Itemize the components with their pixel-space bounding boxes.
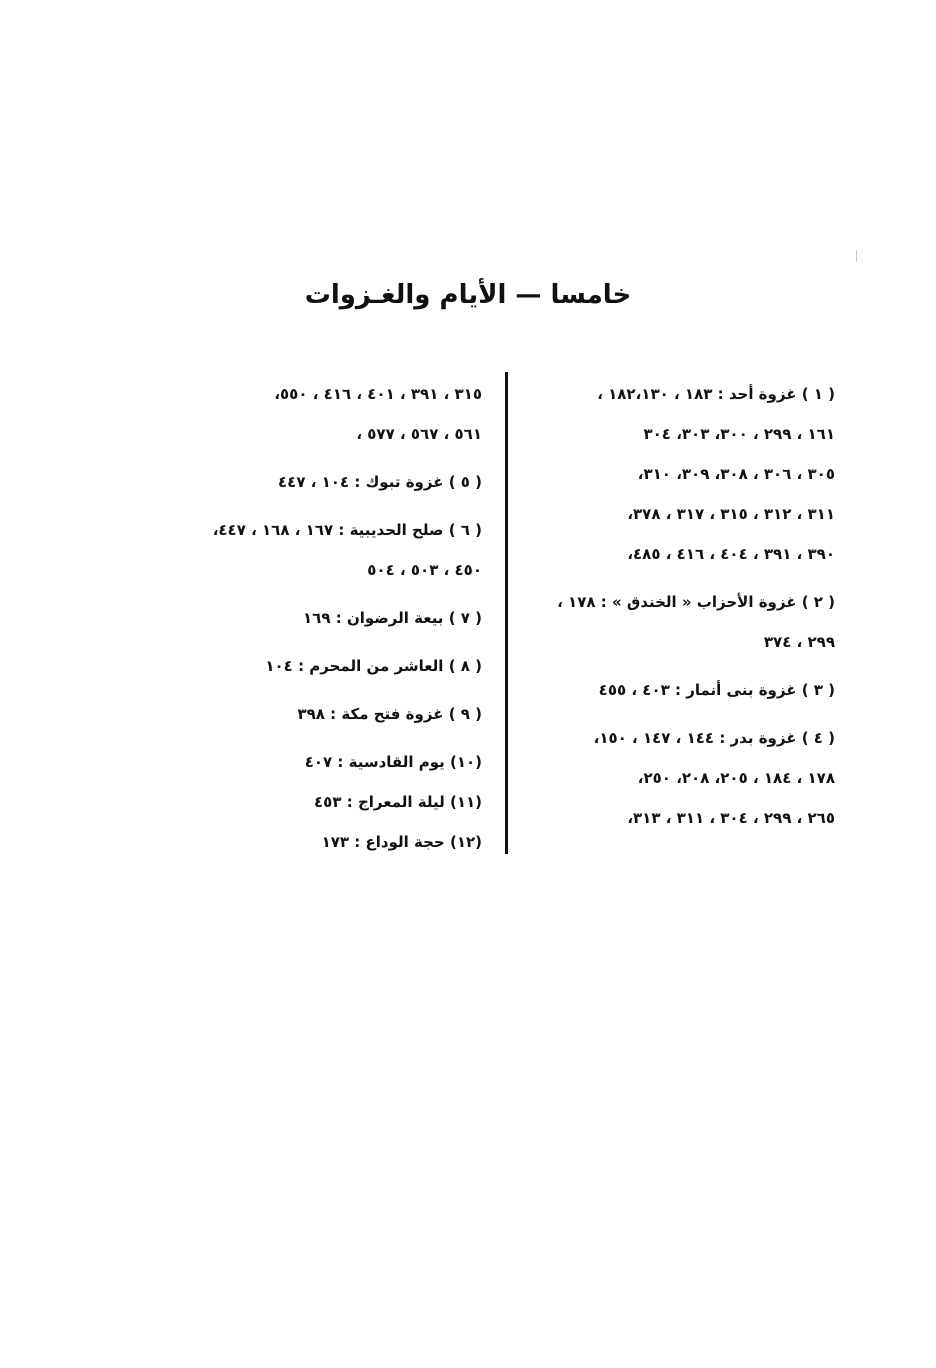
- page-refs: ٣٩٨: [297, 705, 325, 723]
- page-title: خامسا — الأيام والغـزوات: [304, 280, 632, 310]
- entry-number: (١٢): [449, 833, 482, 851]
- entry-name: بيعة الرضوان :: [335, 609, 444, 627]
- page-refs: ١٠٤: [265, 657, 293, 675]
- scan-mark: [856, 250, 857, 262]
- entry-number: ( ٩ ): [448, 705, 482, 723]
- page-refs-line: ٢٦٥ ، ٢٩٩ ، ٣٠٤ ، ٣١١ ، ٣١٣،: [627, 809, 835, 827]
- entry-number: ( ٢ ): [801, 593, 835, 611]
- index-entry-line: [186, 792, 482, 812]
- index-entry-line: [530, 592, 835, 612]
- right-column: [530, 384, 835, 828]
- page-refs: ٤٥٣: [314, 793, 342, 811]
- page-refs-line: ٣٠٥ ، ٣٠٦ ، ٣٠٨، ٣٠٩، ٣١٠،: [637, 465, 835, 483]
- entry-number: ( ٦ ): [448, 521, 482, 539]
- page-refs-line: ٣١١ ، ٣١٢ ، ٣١٥ ، ٣١٧ ، ٣٧٨،: [627, 505, 835, 523]
- entry-number: ( ٨ ): [448, 657, 482, 675]
- entry-number: (١١): [449, 793, 482, 811]
- page-refs: ١٧٣: [321, 833, 350, 851]
- page-refs: ١٤٤ ، ١٤٧ ، ١٥٠،: [593, 729, 715, 747]
- page-refs-line: ٣٩٠ ، ٣٩١ ، ٤٠٤ ، ٤١٦ ، ٤٨٥،: [627, 545, 835, 563]
- left-column: [186, 384, 482, 852]
- page-refs: ١٦٩: [303, 609, 331, 627]
- page-refs: ٤٠٣ ، ٤٥٥: [598, 681, 670, 699]
- index-entry-line: [186, 832, 482, 852]
- index-entry-line: [186, 752, 482, 772]
- entry-name: ليلة المعراج :: [346, 793, 445, 811]
- entry-name: يوم القادسية :: [337, 753, 445, 771]
- page-refs: ١٧٨ ،: [557, 593, 596, 611]
- entry-name: غزوة تبوك :: [354, 473, 444, 491]
- entry-number: ( ١ ): [801, 385, 835, 403]
- entry-number: ( ٧ ): [448, 609, 482, 627]
- page-refs-line: ٤٥٠ ، ٥٠٣ ، ٥٠٤: [367, 561, 482, 579]
- index-entry-line: [530, 728, 835, 748]
- index-entry-line: [186, 656, 482, 676]
- index-entry-line: [186, 520, 482, 540]
- index-entry-line: [186, 608, 482, 628]
- entry-name: غزوة فتح مكة :: [330, 705, 444, 723]
- page-refs: ١٦٧ ، ١٦٨ ، ٤٤٧،: [212, 521, 334, 539]
- page-refs-line: ١٦١ ، ٢٩٩ ، ٣٠٠، ٣٠٣، ٣٠٤: [643, 425, 835, 443]
- entry-name: غزوة بنى أنمار :: [675, 681, 797, 699]
- page-refs-line: ٣١٥ ، ٣٩١ ، ٤٠١ ، ٤١٦ ، ٥٥٠،: [274, 385, 482, 403]
- entry-name: حجة الوداع :: [354, 833, 445, 851]
- page-refs-line: ١٧٨ ، ١٨٤ ، ٢٠٥، ٢٠٨، ٢٥٠،: [637, 769, 835, 787]
- entry-number: ( ٣ ): [801, 681, 835, 699]
- entry-name: غزوة الأحزاب « الخندق » :: [600, 593, 797, 611]
- entry-name: صلح الحديبية :: [338, 521, 444, 539]
- entry-name: غزوة أحد :: [717, 385, 797, 403]
- page-refs: ٤٠٧: [304, 753, 333, 771]
- entry-name: العاشر من المحرم :: [298, 657, 444, 675]
- index-entry-line: [530, 680, 835, 700]
- entry-number: ( ٤ ): [801, 729, 835, 747]
- entry-number: ( ٥ ): [448, 473, 482, 491]
- entry-name: غزوة بدر :: [719, 729, 797, 747]
- page-refs: ١٨٣ ، ١٨٢،١٣٠ ،: [597, 385, 713, 403]
- index-entry-line: [186, 472, 482, 492]
- page-refs-line: ٢٩٩ ، ٣٧٤: [763, 633, 835, 651]
- column-divider: [505, 372, 508, 854]
- index-entry-line: [186, 704, 482, 724]
- entry-number: (١٠): [449, 753, 482, 771]
- page-refs: ١٠٤ ، ٤٤٧: [278, 473, 350, 491]
- index-entry-line: [530, 384, 835, 404]
- page-refs-line: ٥٦١ ، ٥٦٧ ، ٥٧٧ ،: [356, 425, 482, 443]
